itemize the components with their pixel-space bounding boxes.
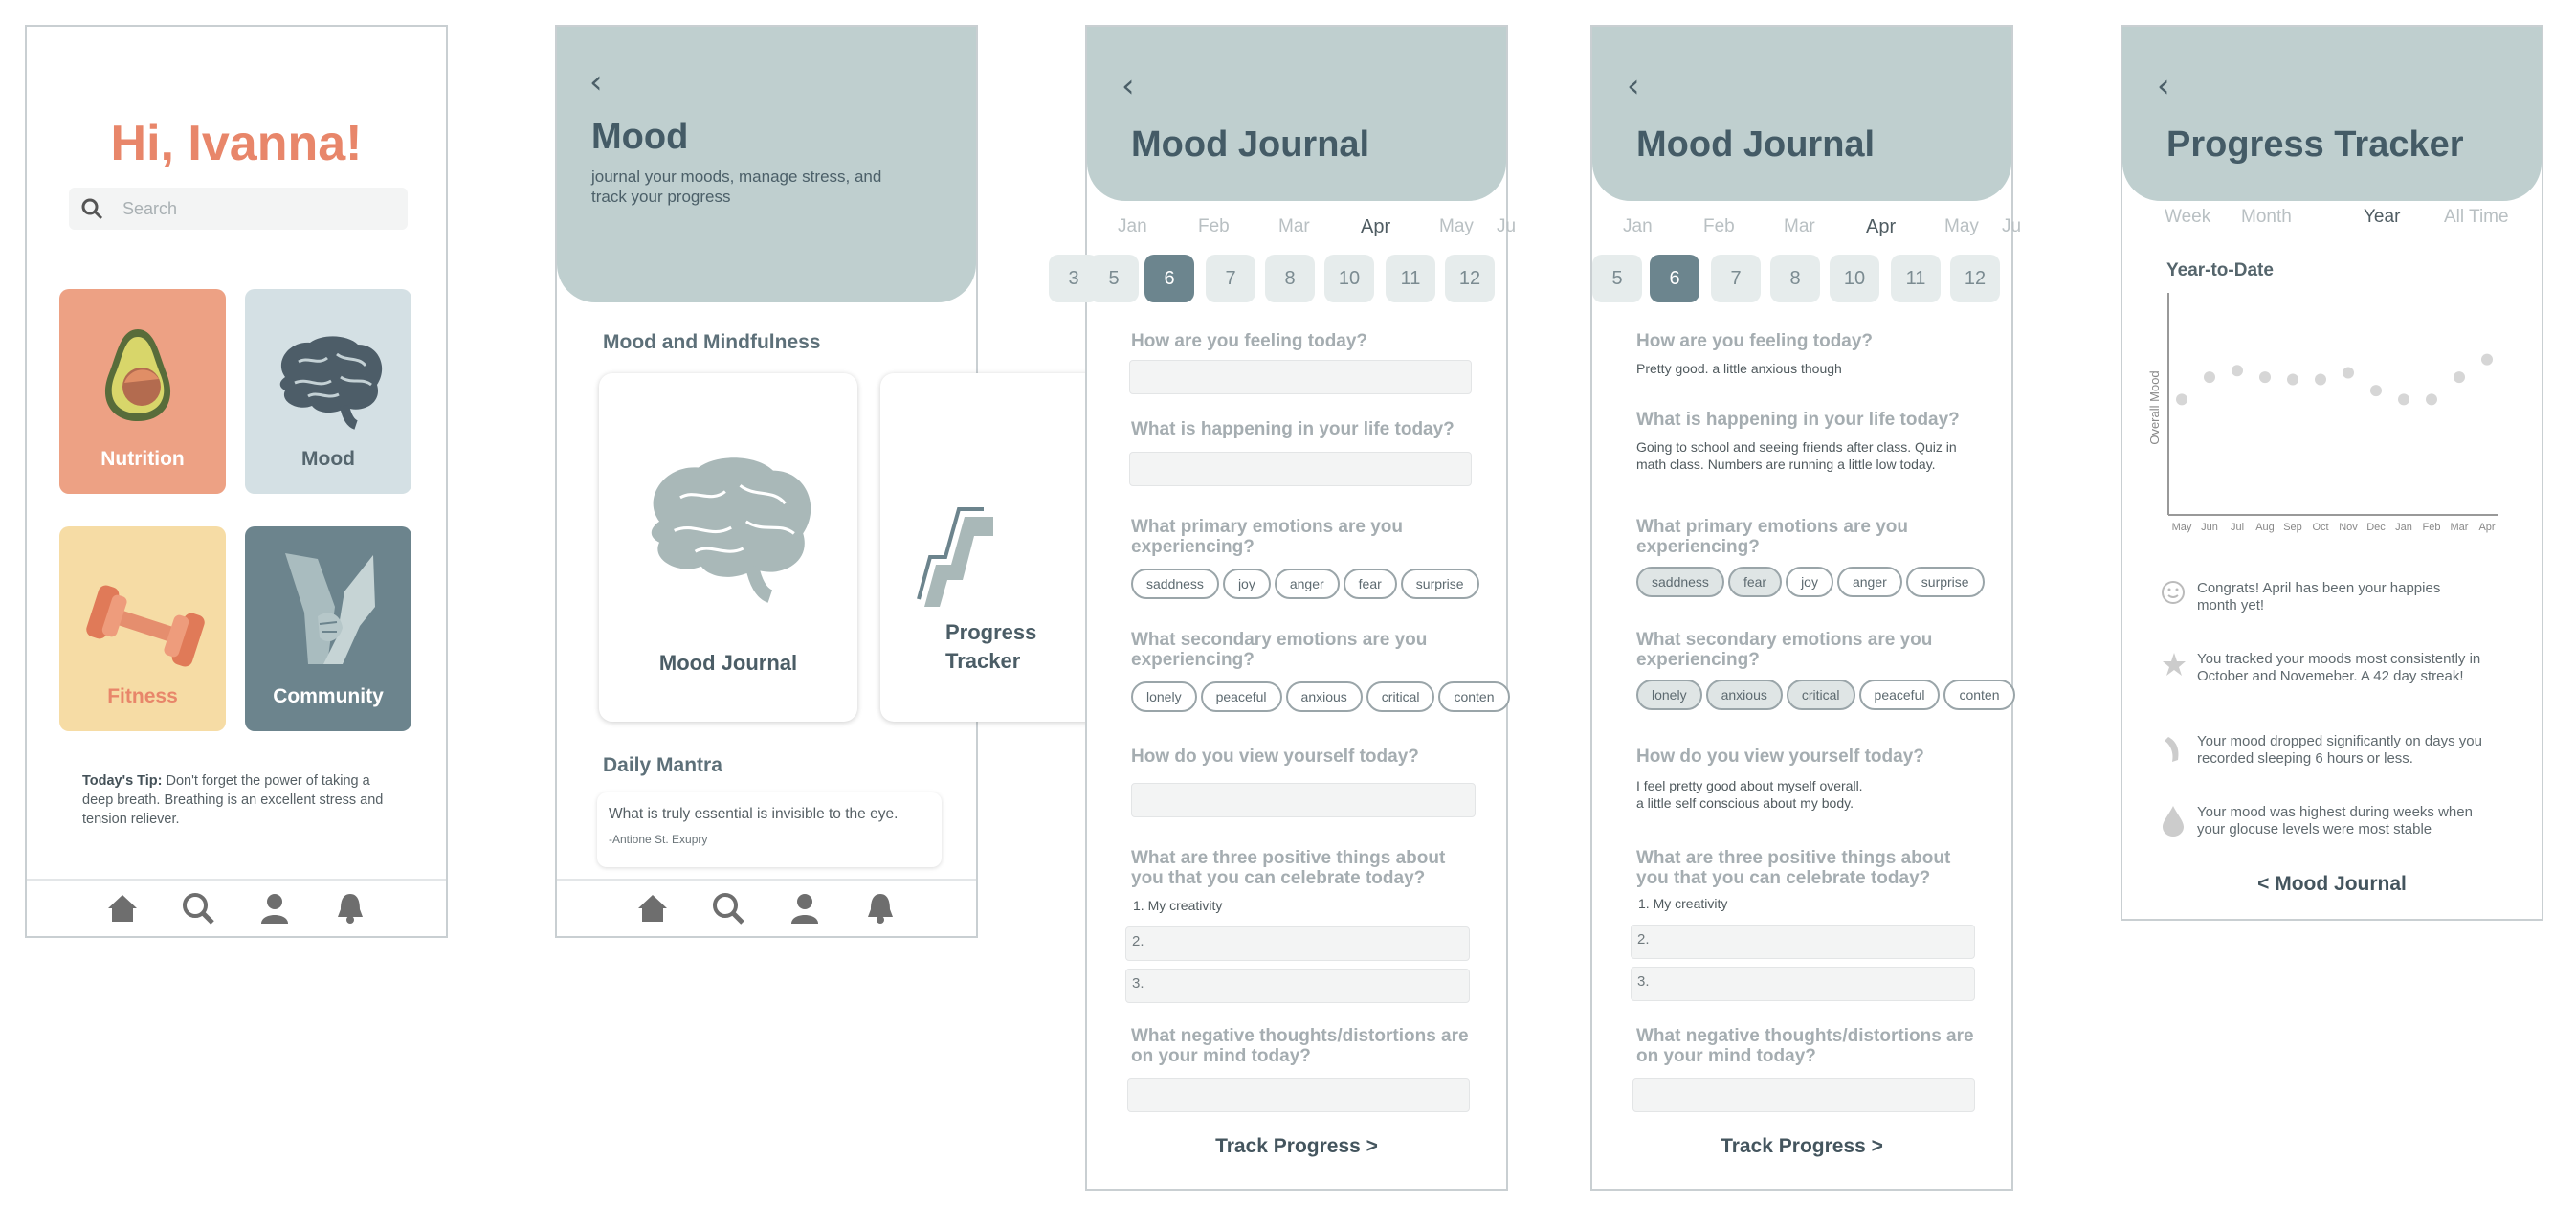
mood-screen: [555, 25, 1037, 938]
x-tick-label: Jun: [2201, 522, 2218, 533]
month[interactable]: Feb: [1198, 216, 1230, 236]
journal-screen-filled: [1590, 25, 2022, 1191]
page-title: Mood Journal: [1636, 124, 1876, 165]
data-point: [2398, 393, 2409, 405]
x-tick-label: Jan: [2395, 522, 2412, 533]
brain-icon: [270, 333, 389, 430]
day[interactable]: 7: [1711, 255, 1761, 302]
sleep-icon: [2161, 733, 2187, 769]
insight-text: Congrats! April has been your happies month yet!: [2197, 580, 2441, 614]
question-positive: What are three positive things about you that you can celebrate today?: [1131, 848, 1446, 888]
emotion-chip-selected[interactable]: anxious: [1706, 680, 1783, 710]
tile-community[interactable]: [245, 526, 411, 731]
month-active[interactable]: Apr: [1866, 216, 1897, 237]
back-button[interactable]: ‹: [589, 63, 603, 101]
self-view-answer-2[interactable]: a little self conscious about my body.: [1636, 795, 1854, 811]
day[interactable]: 5: [1592, 255, 1642, 302]
day[interactable]: 11: [1891, 255, 1941, 302]
mood-chart: [2142, 285, 2524, 544]
positive-3-field[interactable]: 3.: [1631, 967, 1975, 1001]
journal-header: [1087, 27, 1506, 201]
month-selector[interactable]: [1087, 216, 1517, 245]
drop-icon: [2161, 804, 2186, 841]
positive-1[interactable]: 1. My creativity: [1133, 898, 1223, 913]
tile-label: Mood: [301, 448, 355, 470]
positive-3-field[interactable]: 3.: [1125, 969, 1470, 1003]
question-secondary-emotions: What secondary emotions are you experiencing?: [1636, 630, 1933, 670]
self-view-answer-1[interactable]: I feel pretty good about myself overall.: [1636, 778, 1863, 793]
question-secondary-emotions: What secondary emotions are you experiencing?: [1131, 630, 1428, 670]
mood-header: [557, 27, 976, 302]
bell-icon[interactable]: [331, 889, 369, 927]
x-tick-label: Dec: [2366, 522, 2386, 533]
day[interactable]: 7: [1206, 255, 1255, 302]
daily-tip: [82, 771, 398, 829]
mantra-card: [597, 792, 942, 867]
day[interactable]: 8: [1770, 255, 1820, 302]
emotion-chip[interactable]: surprise: [1906, 567, 1985, 597]
month[interactable]: May: [1439, 216, 1474, 236]
question-primary-emotions: What primary emotions are you experiencing?: [1636, 517, 1909, 557]
day[interactable]: 3: [1049, 255, 1099, 302]
emotion-chip[interactable]: joy: [1223, 569, 1271, 599]
x-tick-label: Mar: [2450, 522, 2469, 533]
tab-year[interactable]: Year: [2364, 207, 2401, 227]
tile-label: Fitness: [107, 685, 178, 707]
day[interactable]: 12: [1950, 255, 2000, 302]
month[interactable]: Ju: [2002, 216, 2022, 236]
question-primary-emotions: What primary emotions are you experiencing?: [1131, 517, 1404, 557]
track-progress-link[interactable]: Track Progress >: [1215, 1135, 1378, 1157]
month-active[interactable]: Apr: [1361, 216, 1391, 237]
data-point: [2454, 371, 2465, 383]
emotion-chip[interactable]: conten: [1438, 681, 1509, 712]
tip-label: Today's Tip:: [82, 773, 163, 789]
data-point: [2370, 385, 2382, 396]
day[interactable]: 12: [1445, 255, 1495, 302]
x-tick-label: Aug: [2255, 522, 2275, 533]
question-negative: What negative thoughts/distortions are on your mind today?: [1131, 1026, 1469, 1066]
question-life: What is happening in your life today?: [1131, 419, 1455, 439]
holding-hands-icon: [279, 549, 379, 677]
data-point: [2315, 373, 2326, 385]
primary-emotion-chips: [1636, 567, 1988, 599]
question-self-view: How do you view yourself today?: [1636, 747, 1924, 767]
day[interactable]: 10: [1830, 255, 1879, 302]
track-progress-link[interactable]: Track Progress >: [1721, 1135, 1883, 1157]
tile-fitness[interactable]: [59, 526, 226, 731]
question-feeling: How are you feeling today?: [1131, 331, 1368, 351]
search-icon[interactable]: [709, 889, 747, 927]
primary-emotion-chips: [1131, 569, 1483, 601]
chart-icon: [917, 507, 993, 617]
page-title: Mood Journal: [1131, 124, 1370, 165]
tab-week[interactable]: Week: [2165, 207, 2211, 227]
tile-nutrition[interactable]: [59, 289, 226, 494]
bell-icon[interactable]: [861, 889, 899, 927]
emotion-chip[interactable]: fear: [1344, 569, 1397, 599]
day[interactable]: 11: [1386, 255, 1435, 302]
emotion-chip[interactable]: joy: [1786, 567, 1833, 597]
day[interactable]: 5: [1089, 255, 1139, 302]
emotion-chip[interactable]: lonely: [1131, 681, 1197, 712]
insight-text: Your mood dropped significantly on days you recorded sleeping 6 hours or less.: [2197, 733, 2482, 767]
month[interactable]: Feb: [1703, 216, 1735, 236]
day[interactable]: 8: [1265, 255, 1315, 302]
emotion-chip[interactable]: conten: [1943, 680, 2014, 710]
tracker-header: [2122, 27, 2542, 201]
day-selected[interactable]: 6: [1144, 255, 1194, 302]
chart-ylabel: Overall Mood: [2147, 370, 2162, 445]
data-point: [2232, 365, 2243, 376]
question-negative: What negative thoughts/distortions are on your mind today?: [1636, 1026, 1974, 1066]
emotion-chip[interactable]: saddness: [1131, 569, 1219, 599]
data-point: [2204, 371, 2215, 383]
journal-screen-empty: [1068, 25, 1517, 1191]
emotion-chip-selected[interactable]: lonely: [1636, 680, 1702, 710]
emotion-chip[interactable]: peaceful: [1201, 681, 1282, 712]
smiley-icon: [2161, 580, 2186, 610]
question-positive: What are three positive things about you that you can celebrate today?: [1636, 848, 1951, 888]
emotion-chip[interactable]: anger: [1837, 567, 1902, 597]
tile-label: Nutrition: [100, 448, 185, 470]
day-selector[interactable]: [1592, 255, 2011, 302]
mantra-title: Daily Mantra: [603, 754, 722, 776]
tab-month[interactable]: Month: [2241, 207, 2292, 227]
avocado-icon: [98, 325, 178, 430]
data-point: [2259, 371, 2271, 383]
question-life: What is happening in your life today?: [1636, 410, 1960, 430]
question-self-view: How do you view yourself today?: [1131, 747, 1419, 767]
x-tick-label: May: [2171, 522, 2192, 533]
mantra-author: -Antione St. Exupry: [609, 833, 708, 846]
month-selector[interactable]: [1592, 216, 2022, 245]
day[interactable]: 10: [1324, 255, 1374, 302]
month[interactable]: Mar: [1278, 216, 1310, 236]
page-title: Progress Tracker: [2166, 124, 2464, 165]
star-icon: [2161, 651, 2187, 682]
profile-icon[interactable]: [786, 889, 824, 927]
section-title: Mood and Mindfulness: [603, 331, 821, 353]
home-icon[interactable]: [633, 889, 672, 927]
emotion-chip[interactable]: anxious: [1286, 681, 1363, 712]
tab-all-time[interactable]: All Time: [2444, 207, 2509, 227]
negative-field[interactable]: [1127, 1078, 1470, 1112]
search-input[interactable]: Search: [122, 199, 178, 218]
data-point: [2287, 373, 2298, 385]
emotion-chip-selected[interactable]: fear: [1728, 567, 1782, 597]
question-feeling: How are you feeling today?: [1636, 331, 1874, 351]
tip-text: Don't forget the power of taking a deep breath. Breathing is an excellent stress and tension reliever.: [82, 773, 384, 827]
month[interactable]: Jan: [1623, 216, 1653, 236]
month[interactable]: May: [1944, 216, 1979, 236]
card-label: Progress Tracker: [945, 620, 1037, 673]
x-tick-label: Jul: [2230, 522, 2245, 533]
emotion-chip[interactable]: critical: [1366, 681, 1435, 712]
card-mood-journal[interactable]: [599, 373, 857, 722]
tracker-screen: [2121, 25, 2543, 921]
secondary-emotion-chips: [1636, 680, 2019, 712]
greeting: Hi, Ivanna!: [110, 116, 363, 171]
month[interactable]: Mar: [1784, 216, 1815, 236]
data-point: [2426, 393, 2437, 405]
back-button[interactable]: ‹: [1627, 67, 1640, 105]
brain-icon: [635, 450, 821, 604]
x-tick-label: Oct: [2312, 522, 2329, 533]
month[interactable]: Jan: [1118, 216, 1147, 236]
x-tick-label: Apr: [2478, 522, 2496, 533]
emotion-chip-selected[interactable]: saddness: [1636, 567, 1724, 597]
x-tick-label: Sep: [2283, 522, 2302, 533]
time-range-tabs: [2122, 207, 2542, 235]
life-field[interactable]: [1129, 452, 1472, 486]
positive-2-field[interactable]: 2.: [1631, 925, 1975, 959]
data-point: [2176, 393, 2187, 405]
mantra-text: What is truly essential is invisible to the eye.: [609, 806, 899, 822]
x-tick-label: Feb: [2422, 522, 2441, 533]
positive-1[interactable]: 1. My creativity: [1638, 896, 1728, 911]
back-button[interactable]: ‹: [2157, 67, 2170, 105]
page-title: Mood: [591, 117, 689, 157]
mood-journal-link[interactable]: < Mood Journal: [2257, 873, 2407, 895]
day-selector[interactable]: [1068, 255, 1506, 302]
data-point: [2481, 354, 2493, 366]
day-selected[interactable]: 6: [1650, 255, 1699, 302]
emotion-chip[interactable]: anger: [1275, 569, 1340, 599]
feeling-field[interactable]: [1129, 360, 1472, 394]
emotion-chip-selected[interactable]: critical: [1787, 680, 1855, 710]
search-icon: [80, 197, 103, 225]
home-icon[interactable]: [103, 889, 142, 927]
insight-text: Your mood was highest during weeks when your glocuse levels were most stable: [2197, 804, 2473, 837]
profile-icon[interactable]: [255, 889, 294, 927]
home-screen: [25, 25, 448, 938]
feeling-answer[interactable]: Pretty good. a little anxious though: [1636, 361, 1842, 376]
positive-2-field[interactable]: 2.: [1125, 926, 1470, 961]
x-tick-label: Nov: [2339, 522, 2358, 533]
negative-field[interactable]: [1632, 1078, 1975, 1112]
tile-label: Community: [273, 685, 384, 707]
insight-text: You tracked your moods most consistently in October and Novemeber. A 42 day streak!: [2197, 651, 2481, 684]
search-bar[interactable]: [69, 188, 408, 230]
dumbbell-icon: [80, 578, 211, 679]
bottom-nav: [27, 879, 446, 936]
emotion-chip[interactable]: surprise: [1401, 569, 1479, 599]
tile-mood[interactable]: [245, 289, 411, 494]
bottom-nav: [557, 879, 976, 936]
card-label: Mood Journal: [658, 651, 798, 675]
journal-header: [1592, 27, 2011, 201]
search-icon[interactable]: [179, 889, 217, 927]
secondary-emotion-chips: [1131, 681, 1514, 714]
chart-title: Year-to-Date: [2166, 260, 2274, 280]
page-subtitle: journal your moods, manage stress, and track your progress: [591, 167, 882, 206]
emotion-chip[interactable]: peaceful: [1859, 680, 1941, 710]
life-answer[interactable]: Going to school and seeing friends after class. Quiz in math class. Numbers are running a little low today.: [1636, 439, 1957, 472]
self-view-field[interactable]: [1131, 783, 1476, 817]
data-point: [2343, 368, 2354, 379]
month[interactable]: Ju: [1497, 216, 1517, 236]
back-button[interactable]: ‹: [1121, 67, 1135, 105]
